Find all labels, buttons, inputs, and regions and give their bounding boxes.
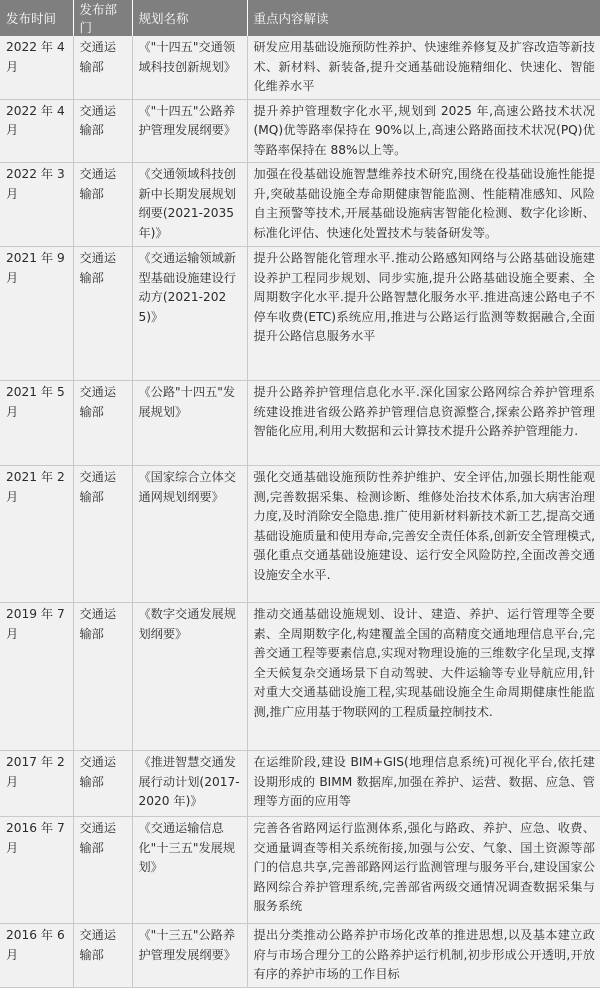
cell-dept: 交通运输部 — [73, 751, 132, 817]
cell-dept: 交通运输部 — [73, 603, 132, 751]
header-name: 规划名称 — [132, 0, 247, 36]
cell-content: 强化交通基础设施预防性养护维护、安全评估,加强长期性能观测,完善数据采集、检测诊断、维修处治技术体系,加大病害治理力度,及时消除安全隐患.推广使用新材料新技术新工艺,提高交通基础设施质量和使用寿命,完善安全责任体系,创新安全管理模式,强化重点交通基础设施建设、运行安全风险防控,全面改善交通设施安全水平. — [247, 466, 600, 603]
cell-date: 2021 年 5 月 — [0, 381, 73, 466]
cell-dept: 交通运输部 — [73, 381, 132, 466]
header-content: 重点内容解读 — [247, 0, 600, 36]
cell-content: 完善各省路网运行监测体系,强化与路政、养护、应急、收费、交通量调查等相关系统衔接,加强与公安、气象、国土资源等部门的信息共享,完善部路网运行监测管理与服务平台,建设国家公路网综合养护管理系统,完善部省两级交通情况调查数据采集与服务系统 — [247, 817, 600, 924]
cell-content: 加强在役基础设施智慧维养技术研究,围绕在役基础设施性能提升,突破基础设施全寿命期健康智能监测、性能精准感知、风险自主预警等技术,开展基础设施病害智能化检测、数字化诊断、标准化评估、快速化处置技术与装备研发等。 — [247, 163, 600, 247]
cell-dept: 交通运输部 — [73, 163, 132, 247]
table-row — [0, 466, 600, 603]
cell-content: 推动交通基础设施规划、设计、建造、养护、运行管理等全要素、全周期数字化,构建覆盖全国的高精度交通地理信息平台,完善交通工程等要素信息,实现对物理设施的三维数字化呈现,支撑全天候复杂交通场景下自动驾驶、大件运输等专业导航应用,针对重大交通基础设施工程,实现基础设施全生命周期健康性能监测,推广应用基于物联网的工程质量控制技术. — [247, 603, 600, 751]
cell-date: 2016 年 7 月 — [0, 817, 73, 924]
cell-name: 《交通运输信息化"十三五"发展规划》 — [132, 817, 247, 924]
table-row — [0, 99, 600, 163]
header-date: 发布时间 — [0, 0, 73, 36]
cell-dept: 交通运输部 — [73, 36, 132, 99]
cell-content: 在运维阶段,建设 BIM+GIS(地理信息系统)可视化平台,依托建设期形成的 BIMM 数据库,加强在养护、运营、数据、应急、管理等方面的应用等 — [247, 751, 600, 817]
cell-name: 《交通运输领域新型基础设施建设行动方(2021-2025)》 — [132, 247, 247, 381]
cell-date: 2016 年 6 月 — [0, 924, 73, 988]
table-row — [0, 36, 600, 99]
cell-date: 2022 年 3 月 — [0, 163, 73, 247]
cell-date: 2022 年 4 月 — [0, 36, 73, 99]
cell-date: 2021 年 2 月 — [0, 466, 73, 603]
cell-content: 提升公路养护管理信息化水平.深化国家公路网综合养护管理系统建设推进省级公路养护管理信息资源整合,探索公路养护管理智能化应用,利用大数据和云计算技术提升公路养护管理能力. — [247, 381, 600, 466]
cell-name: 《推进智慧交通发展行动计划(2017-2020 年)》 — [132, 751, 247, 817]
cell-name: 《"十四五"交通领域科技创新规划》 — [132, 36, 247, 99]
cell-content: 提升公路智能化管理水平.推动公路感知网络与公路基础设施建设养护工程同步规划、同步实施,提升公路基础设施全要素、全周期数字化水平.提升公路智慧化服务水平.推进高速公路电子不停车收费(ETC)系统应用,推进与公路运行监测等数据融合,全面提升公路信息服务水平 — [247, 247, 600, 381]
table-row — [0, 381, 600, 466]
cell-dept: 交通运输部 — [73, 817, 132, 924]
cell-date: 2017 年 2 月 — [0, 751, 73, 817]
cell-dept: 交通运输部 — [73, 924, 132, 988]
cell-name: 《"十三五"公路养护管理发展纲要》 — [132, 924, 247, 988]
cell-dept: 交通运输部 — [73, 247, 132, 381]
cell-name: 《交通领域科技创新中长期发展规划纲要(2021-2035年)》 — [132, 163, 247, 247]
cell-date: 2022 年 4 月 — [0, 99, 73, 163]
cell-date: 2019 年 7 月 — [0, 603, 73, 751]
table-row — [0, 603, 600, 751]
table-row — [0, 247, 600, 381]
table-row — [0, 751, 600, 817]
header-row — [0, 0, 600, 36]
cell-content: 研发应用基础设施预防性养护、快速维养修复及扩容改造等新技术、新材料、新装备,提升交通基础设施精细化、快速化、智能化维养水平 — [247, 36, 600, 99]
cell-content: 提升养护管理数字化水平,规划到 2025 年,高速公路技术状况(MQ)优等路率保持在 90%以上,高速公路路面技术状况(PQ)优等路率保持在 88%以上等。 — [247, 99, 600, 163]
cell-name: 《国家综合立体交通网规划纲要》 — [132, 466, 247, 603]
cell-date: 2021 年 9 月 — [0, 247, 73, 381]
table-row — [0, 817, 600, 924]
cell-name: 《"十四五"公路养护管理发展纲要》 — [132, 99, 247, 163]
cell-content: 提出分类推动公路养护市场化改革的推进思想,以及基本建立政府与市场合理分工的公路养护运行机制,初步形成公开透明,开放有序的养护市场的工作目标 — [247, 924, 600, 988]
table-row — [0, 924, 600, 988]
table-row — [0, 163, 600, 247]
cell-dept: 交通运输部 — [73, 99, 132, 163]
cell-name: 《数字交通发展规划纲要》 — [132, 603, 247, 751]
cell-dept: 交通运输部 — [73, 466, 132, 603]
cell-name: 《公路"十四五"发展规划》 — [132, 381, 247, 466]
header-dept: 发布部门 — [73, 0, 132, 36]
